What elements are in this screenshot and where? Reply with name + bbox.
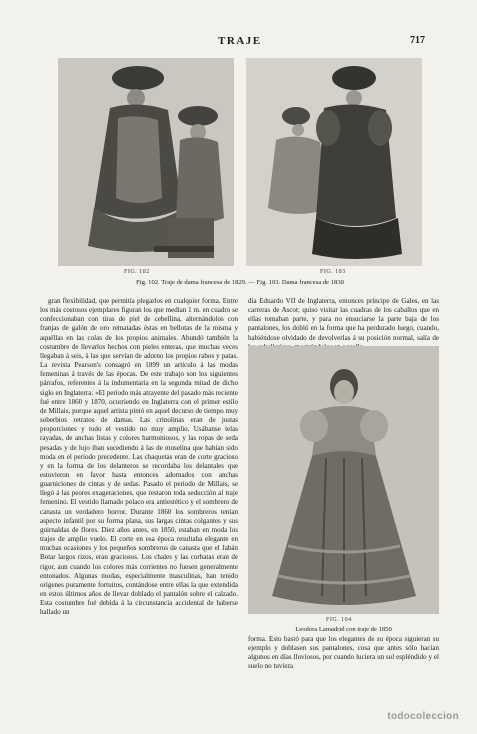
watermark: todocoleccion bbox=[387, 711, 459, 722]
body-column-right-bottom bbox=[248, 635, 439, 672]
figure-102-photo bbox=[58, 58, 234, 266]
page-number: 717 bbox=[410, 35, 425, 46]
dress-figure-102-illustration bbox=[58, 58, 234, 266]
body-column-right-top bbox=[248, 297, 439, 352]
figure-102-label: FIG. 102 bbox=[124, 269, 150, 275]
right-column-bottom-text: forma. Esto bastó para que los elegantes de su época siguieran su ejemplo y doblasen sus pantalones, cosa que antes sólo hacían algunos en días lluviosos, por cuando luciera un sol espléndido y el suelo no tuviera bbox=[248, 635, 439, 671]
figure-104-label: FIG. 104 bbox=[326, 617, 352, 623]
left-column-text: gran flexibilidad, que permitía plegarlos en cualquier forma. Entre los más costosos ejemplares figuran los que medían 1 m. en cuadro se confeccionaban con tiras de piel de cebellina, alternándolos con franjas de galón de oro rematadas éstas en bellotas de la misma y aquéllas en las colas de los propios animales. Abundó también la costumbre de llevarlos hechos con pieles enteras, que muchas veces llegaban á seis, á las que servían de adorno los propios rabos y patas. La revista Pearson's consagró en 1899 un artículo á las modas femeninas á través de las épocas. De este trabajo son los siguientes párrafos, referentes á la indumentaria en la segunda mitad de dicho siglo en Inglaterra: «El período más atrayente del pasado más reciente fué entre 1860 y 1870, ocurriendo en Inglaterra con el primer estilo de Millais, porque aquel artista pintó en aquel decurso de tiempo muy soberbios retratos de damas. Las crinolinas eran de justas proporciones y todo el vestido no muy amplio. Usábanse telas rayadas, de anchas listas y colores harmoniosos, y las ropas de seda pesadas y de lujo iban sucediendo á las de muselina que habían sido moda en el período precedente. Las chaquetas eran de corte gracioso y en la forma de los delanteros se recordaba los delantales que estuvieron en favor hasta entonces adornados con anchas guarniciones de cintas y de sedas. Pasado el período de Millais, se llegó á las peores exageraciones, que restaron toda seducción al traje femenino. El vestido llamado polaco era antiestético y el sombrero de canasta un verdadero horror. Durante 1860 los sombreros tenían aspecto infantil por su forma plana, sus largas cintas colgantes y sus guirnaldas de flores. Diez años antes, en 1850, estaban en moda los trajes de amplio vuelo. El corte en esa época resultaba elegante en muchas ocasiones y los pequeños sombreros de canasta que el Jabán Botar largos rizos, eran graciosos. Los chales y las corbatas eran de rigor, aun cuando los colores más corrientes no fuesen generalmente entonados. Algunas modas, especialmente masculinas, han tenido orígenes puramente fortuitos, contándose entre ellas la que extendida en estos últimos años de llevar doblado el pantalón sobre el calzado. Esta costumbre fué debida á la circunstancia accidental de haberse hallado un bbox=[40, 297, 238, 617]
right-column-top-text: día Eduardo VII de Inglaterra, entonces príncipe de Gales, en las carreras de Ascot; quiso visitar las cuadras de los caballos que en ellas tomaban parte, y para no ensuciarse la parte baja de los pantalones, los dobló en la forma que ha perdurado luego, cuando, habiéndose olvidado de devolverlas á su posición normal, salía de bbox=[248, 297, 439, 342]
figure-103-photo bbox=[246, 58, 422, 266]
portrait-dress-1850-illustration bbox=[248, 346, 439, 614]
figure-104-caption: Leodora Lamadrid con traje de 1850 bbox=[295, 626, 392, 633]
figure-103-label: FIG. 103 bbox=[320, 269, 346, 275]
running-title: TRAJE bbox=[218, 35, 262, 47]
figures-102-103-caption: Fig. 102. Traje de dama francesa de 1829. — Fig. 103. Dama francesa de 1830 bbox=[136, 279, 344, 286]
figure-104-photo bbox=[248, 346, 439, 614]
dress-figure-103-illustration bbox=[246, 58, 422, 266]
body-column-left bbox=[40, 297, 238, 617]
